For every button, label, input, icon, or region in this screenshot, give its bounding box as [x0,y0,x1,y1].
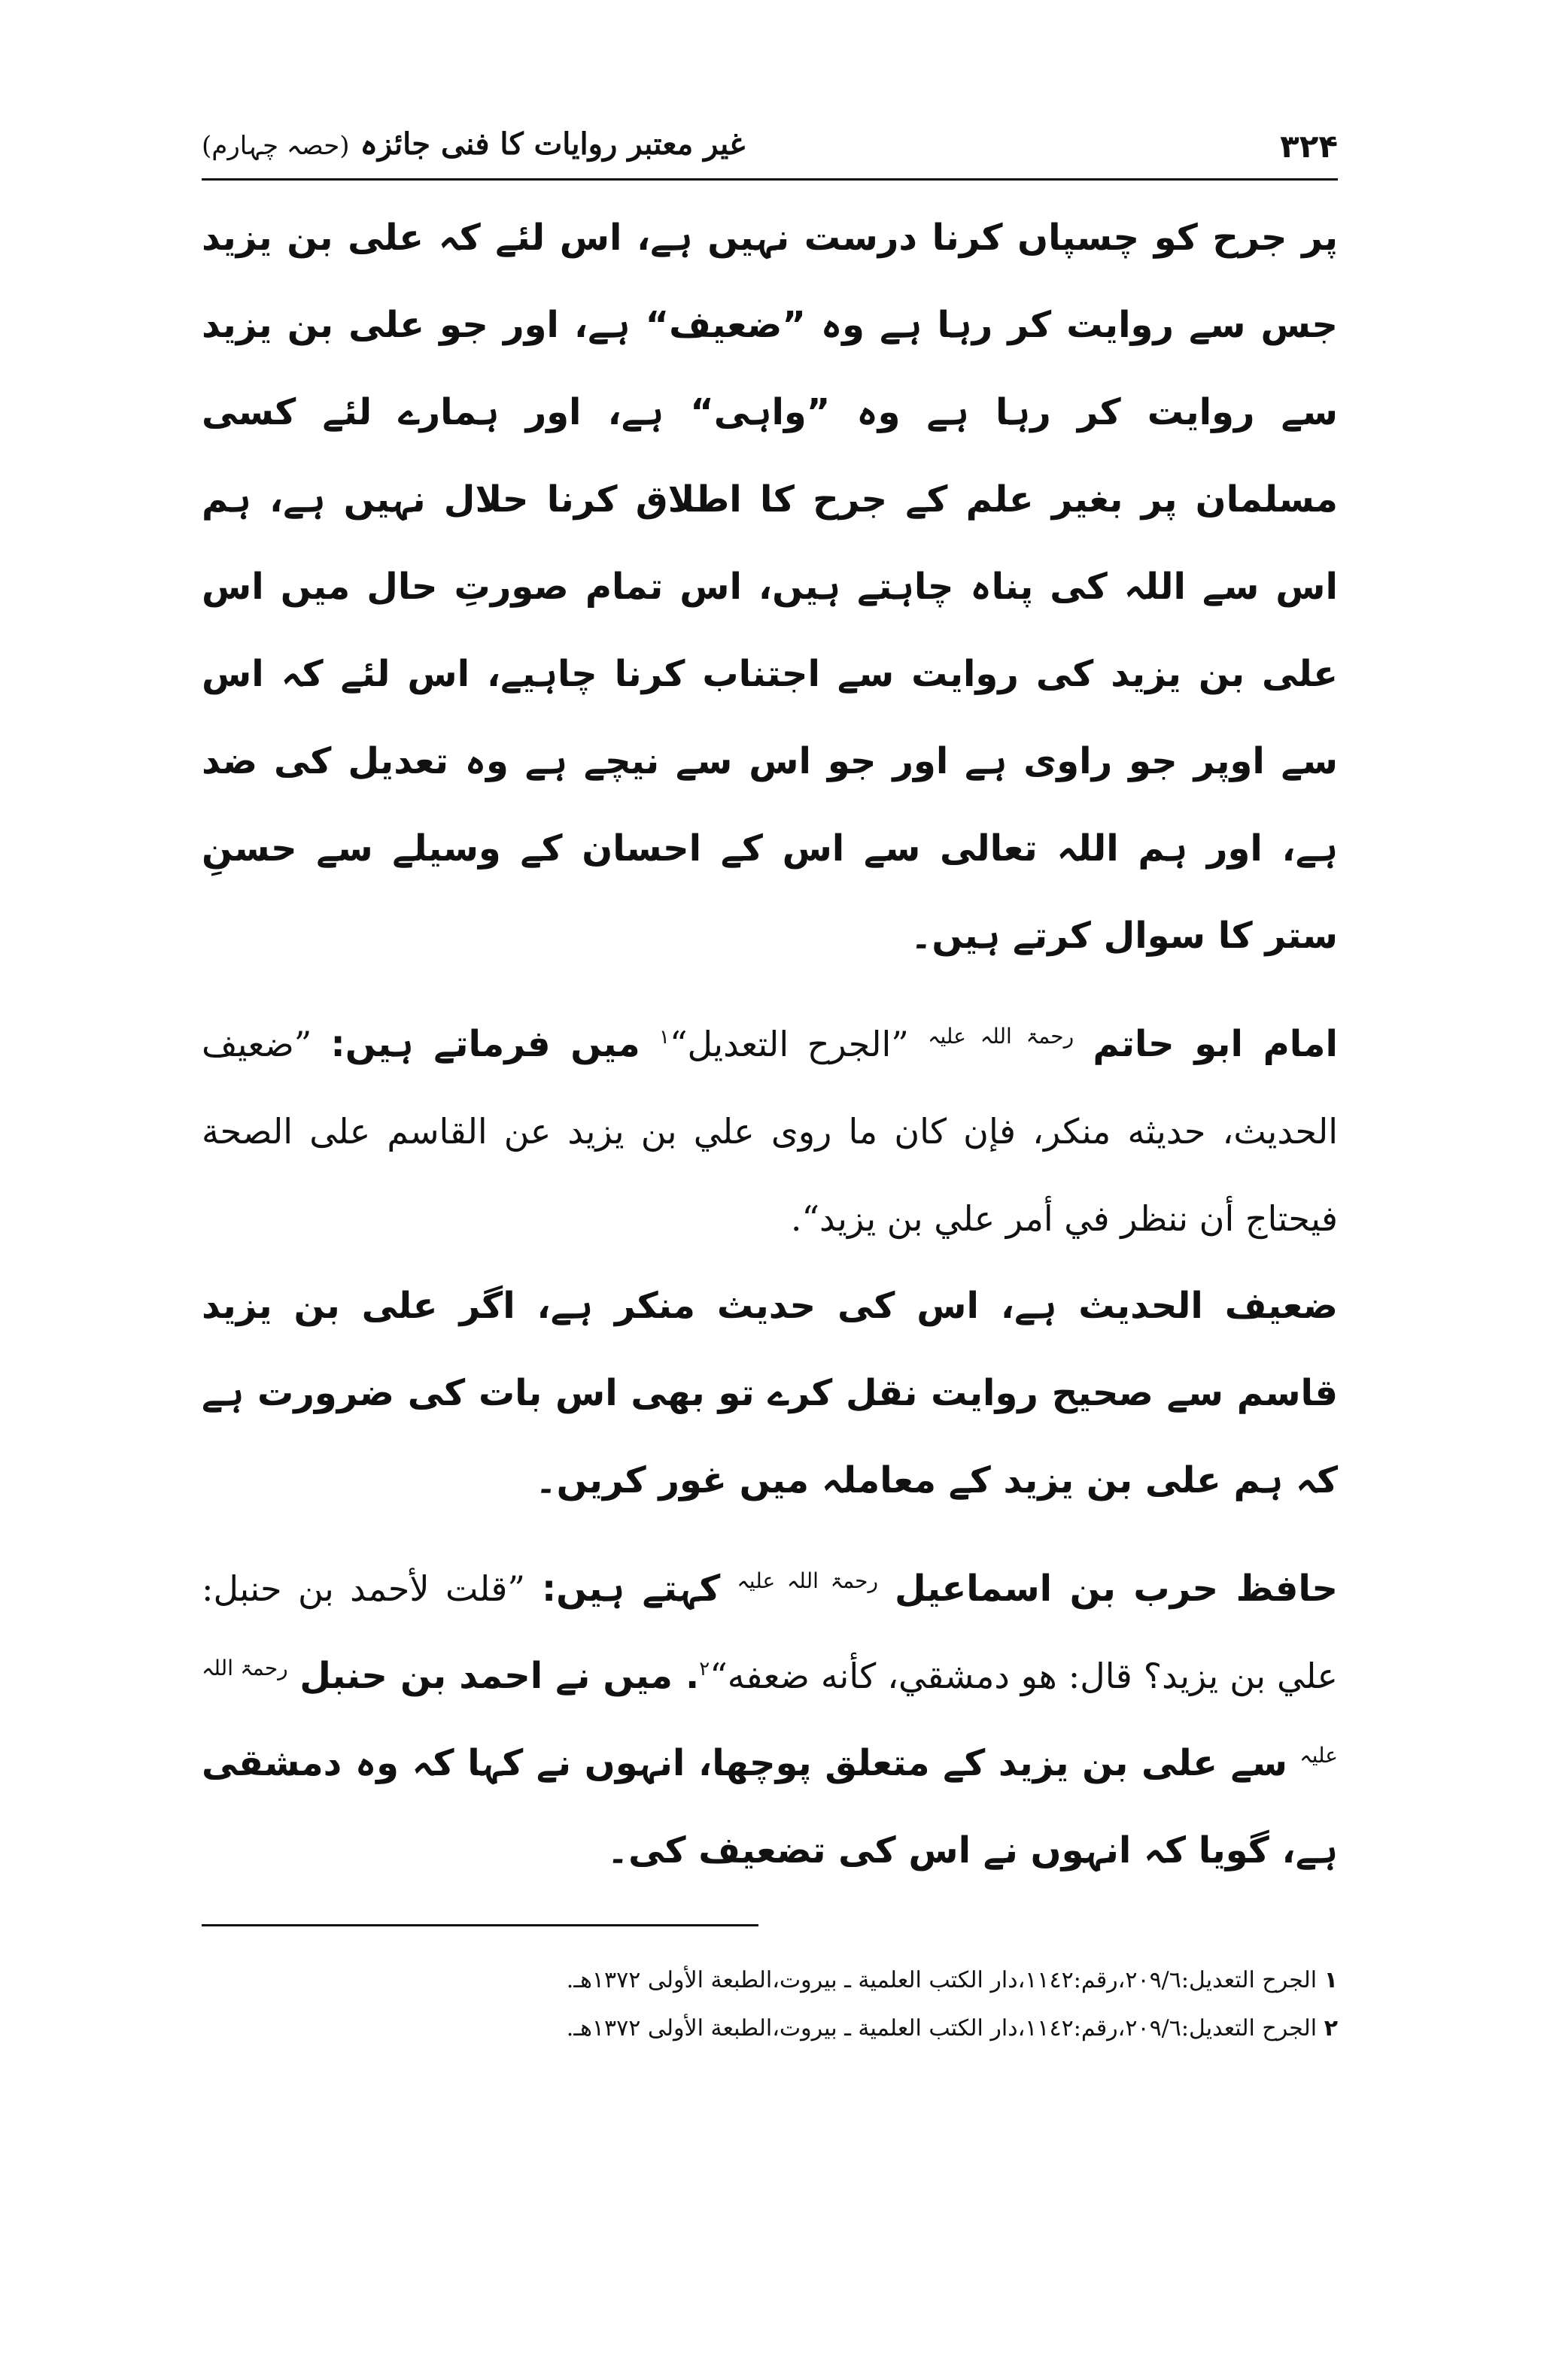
lead-text: میں فرماتے ہیں: [330,1023,640,1065]
arabic-quote: ”ضعيف الحديث، حديثه منكر، فإن كان ما روى علي بن يزيد عن القاسم على الصحة فيحتاج أن ننظر في أمر علي بن يزيد“. [202,1024,1338,1239]
footnote-ref-2: ۲ [699,1658,710,1680]
footnotes [202,1957,1338,2053]
narrator-name: حافظ حرب بن اسماعیل [895,1568,1338,1610]
paragraph-3: ضعیف الحدیث ہے، اس کی حدیث منکر ہے، اگر علی بن یزید قاسم سے صحیح روایت نقل کرے تو بھی اس بات کی ضرورت ہے کہ ہم علی بن یزید کے معاملہ میں غور کریں۔ [202,1285,1338,1501]
header-rule [202,178,1338,181]
footnote-item [202,2005,1338,2053]
page-number: ۳۲۴ [1280,128,1338,165]
honorific-mark: رحمۃ اللہ علیہ [202,1656,1339,1768]
arabic-quote: ”قلت لأحمد بن حنبل: علي بن يزيد؟ قال: هو دمشقي، كأنه ضعفه“ [202,1568,1338,1696]
footnote-ref-1: ۱ [658,1026,670,1049]
footnote-text: الجرح التعديل:٢٠٩/٦،رقم:١١٤٢،دار الكتب العلمية ـ بيروت،الطبعة الأولى ١٣٧٢هـ. [566,1967,1318,1993]
urdu-translation-a: . میں نے احمد بن حنبل [299,1655,700,1697]
page-header [202,113,1338,181]
paragraph-2 [202,1000,1338,1262]
urdu-translation-b: سے علی بن یزید کے متعلق پوچھا، انہوں نے کہا کہ وہ دمشقی ہے، گویا کہ انہوں نے اس کی تضعیف کی۔ [202,1742,1338,1872]
scholar-name: امام ابو حاتم [1093,1023,1338,1065]
lead-text: کہتے ہیں: [541,1568,721,1610]
paragraph-4 [202,1545,1338,1894]
footnote-mark: ۲ [1324,2015,1338,2042]
footnote-item [202,1957,1338,2005]
part-label: (حصہ چہارم) [202,131,350,161]
spacer [202,1524,1338,1545]
footnote-rule [202,1924,758,1926]
spacer [202,979,1338,1000]
paragraph-1: پر جرح کو چسپاں کرنا درست نہیں ہے، اس لئے کہ علی بن یزید جس سے روایت کر رہا ہے وہ ”ضعیف“ ہے، اور جو علی بن یزید سے روایت کر رہا ہے وہ ”واہی“ ہے، اور ہمارے لئے کسی مسلمان پر بغیر علم کے جرح کا اطلاق کرنا حلال نہیں ہے، ہم اس سے اللہ کی پناہ چاہتے ہیں، اس تمام صورتِ حال میں اس علی بن یزید کی روایت سے اجتناب کرنا چاہیے، اس لئے کہ اس سے اوپر جو راوی ہے اور جو اس سے نیچے ہے وہ تعدیل کی ضد ہے، اور ہم اللہ تعالی سے اس کے احسان کے وسیلے سے حسنِ ستر کا سوال کرتے ہیں۔ [202,217,1338,957]
honorific-mark: رحمۃ اللہ علیہ [928,1024,1074,1049]
book-name: ”الجرح التعديل“ [669,1024,909,1064]
running-title [202,126,745,162]
footnote-mark: ۱ [1324,1967,1338,1993]
page [202,113,1338,2053]
book-title: غیر معتبر روایات کا فنی جائزہ [360,126,746,162]
honorific-mark: رحمۃ اللہ علیہ [737,1568,878,1593]
footnote-text: الجرح التعديل:٢٠٩/٦،رقم:١١٤٢،دار الكتب العلمية ـ بيروت،الطبعة الأولى ١٣٧٢هـ. [566,2015,1318,2042]
